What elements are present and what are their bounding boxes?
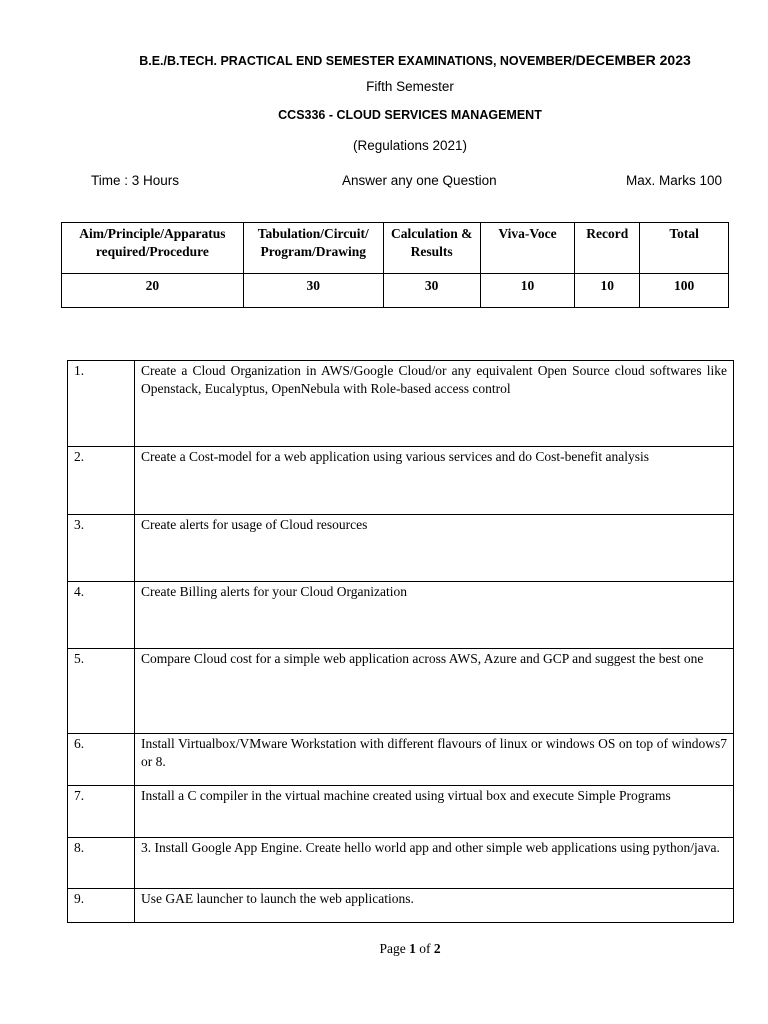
questions-table xyxy=(67,360,734,923)
question-number: 5. xyxy=(68,649,135,734)
question-text: 3. Install Google App Engine. Create hello world app and other simple web applications using python/java. xyxy=(135,838,734,889)
question-text: Create alerts for usage of Cloud resources xyxy=(135,515,734,582)
question-row xyxy=(68,447,734,515)
page-total: 2 xyxy=(433,941,441,956)
question-row xyxy=(68,649,734,734)
marks-distribution-table xyxy=(61,222,729,308)
marks-header-cell: Calculation & Results xyxy=(383,223,480,274)
marks-value-cell: 20 xyxy=(62,274,244,308)
marks-header-cell: Total xyxy=(640,223,729,274)
regulations-label: (Regulations 2021) xyxy=(352,138,468,153)
exam-title xyxy=(0,52,768,68)
marks-header-cell: Aim/Principle/Apparatus required/Procedure xyxy=(62,223,244,274)
question-number: 9. xyxy=(68,889,135,923)
page-footer xyxy=(0,941,768,957)
max-marks-label: Max. Marks 100 xyxy=(626,173,723,188)
question-text: Create a Cloud Organization in AWS/Google Cloud/or any equivalent Open Source cloud softwares like Openstack, Eucalyptus, OpenNebula with Role-based access control xyxy=(135,361,734,447)
question-row xyxy=(68,582,734,649)
question-row xyxy=(68,838,734,889)
time-label: Time : 3 Hours xyxy=(91,173,180,188)
marks-value-cell: 30 xyxy=(383,274,480,308)
page-current: 1 xyxy=(409,941,416,956)
exam-title-tail: DECEMBER 2023 xyxy=(575,52,691,68)
question-number: 6. xyxy=(68,734,135,786)
question-row xyxy=(68,889,734,923)
question-text: Install a C compiler in the virtual machine created using virtual box and execute Simple Programs xyxy=(135,786,734,838)
question-number: 7. xyxy=(68,786,135,838)
question-number: 3. xyxy=(68,515,135,582)
marks-header-cell: Record xyxy=(575,223,640,274)
marks-value-cell: 10 xyxy=(480,274,575,308)
question-number: 8. xyxy=(68,838,135,889)
marks-value-cell: 30 xyxy=(243,274,383,308)
question-text: Create a Cost-model for a web application using various services and do Cost-benefit analysis xyxy=(135,447,734,515)
page-word: Page xyxy=(379,941,410,956)
question-row xyxy=(68,786,734,838)
marks-value-row xyxy=(62,274,729,308)
semester-label: Fifth Semester xyxy=(366,79,454,94)
question-number: 1. xyxy=(68,361,135,447)
exam-title-main: B.E./B.TECH. PRACTICAL END SEMESTER EXAMINATIONS, NOVEMBER/ xyxy=(139,54,576,68)
question-number: 4. xyxy=(68,582,135,649)
marks-header-row xyxy=(62,223,729,274)
question-text: Compare Cloud cost for a simple web application across AWS, Azure and GCP and suggest the best one xyxy=(135,649,734,734)
question-row xyxy=(68,734,734,786)
marks-header-cell: Tabulation/Circuit/ Program/Drawing xyxy=(243,223,383,274)
question-text: Create Billing alerts for your Cloud Organization xyxy=(135,582,734,649)
marks-value-cell: 100 xyxy=(640,274,729,308)
question-text: Install Virtualbox/VMware Workstation with different flavours of linux or windows OS on top of windows7 or 8. xyxy=(135,734,734,786)
instruction-label: Answer any one Question xyxy=(342,173,497,188)
course-title: CCS336 - CLOUD SERVICES MANAGEMENT xyxy=(278,108,542,122)
page-of-word: of xyxy=(415,941,434,956)
marks-header-cell: Viva-Voce xyxy=(480,223,575,274)
question-number: 2. xyxy=(68,447,135,515)
marks-value-cell: 10 xyxy=(575,274,640,308)
question-row xyxy=(68,515,734,582)
question-row xyxy=(68,361,734,447)
question-text: Use GAE launcher to launch the web applications. xyxy=(135,889,734,923)
